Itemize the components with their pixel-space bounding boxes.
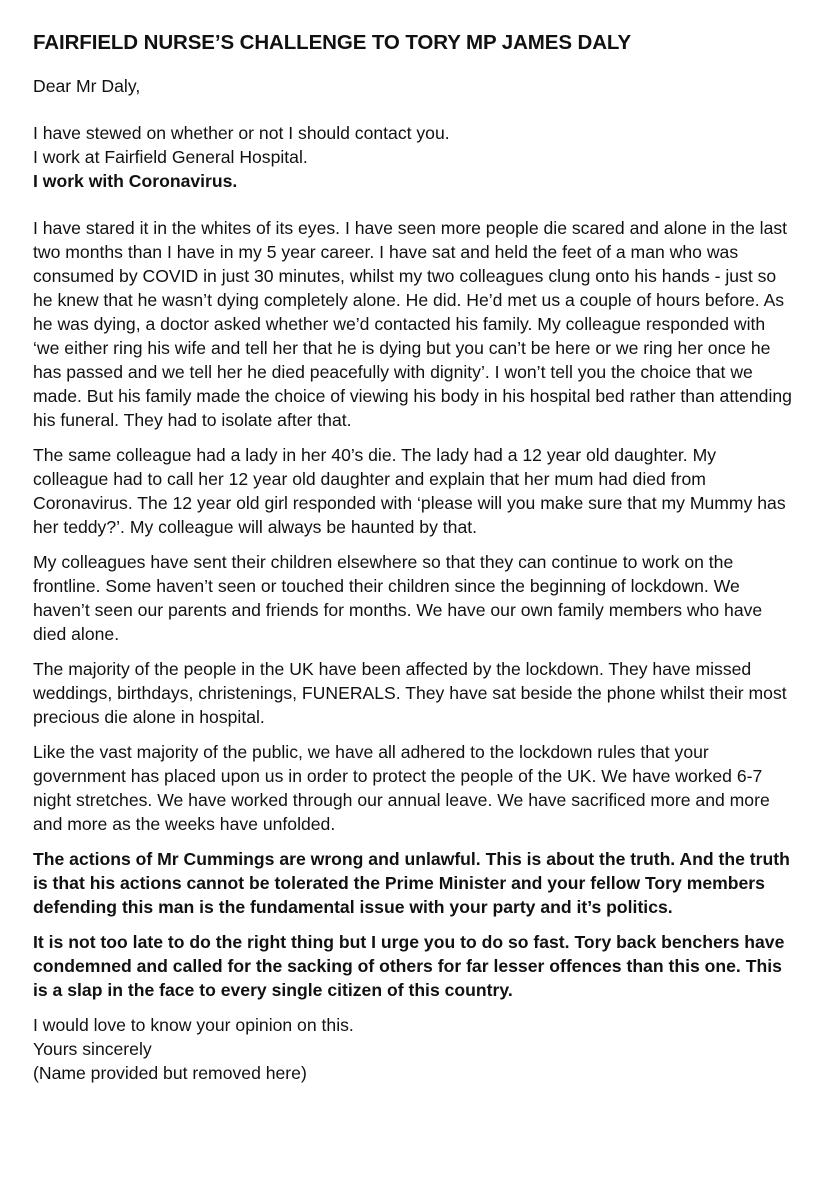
paragraph-5: Like the vast majority of the public, we have all adhered to the lockdown rules that your government has placed upon us in order to protect the people of the UK. We have worked 6-7 night stretches. We have worked through our annual leave. We have sacrificed more and more and more as the weeks have unfolded. [33, 742, 770, 834]
paragraph-2: The same colleague had a lady in her 40’s die. The lady had a 12 year old daughter. My colleague had to call her 12 year old daughter and explain that her mum had died from Coronavirus. The 12 year old girl responded with ‘please will you make sure that my Mummy has her teddy?’. My colleague will always be haunted by that. [33, 445, 786, 537]
paragraph-1: I have stared it in the whites of its eyes. I have seen more people die scared and alone in the last two months than I have in my 5 year career. I have sat and held the feet of a man who was consumed by COVID in just 30 minutes, whilst my two colleagues clung onto his hands - just so he knew that he wasn’t dying completely alone. He did. He’d met us a couple of hours before. As he was dying, a doctor asked whether we’d contacted his family. My colleague responded with ‘we either ring his wife and tell her that he is dying but you can’t be here or we ring her once he has passed and we tell her he died peacefully with dignity’. I won’t tell you the choice that we made. But his family made the choice of viewing his body in his hospital bed rather than attending his funeral. They had to isolate after that. [33, 218, 792, 430]
letter-title: FAIRFIELD NURSE’S CHALLENGE TO TORY MP JAMES DALY [33, 31, 632, 54]
letter-document [33, 30, 793, 1085]
intro-line-2: I work at Fairfield General Hospital. [33, 147, 308, 167]
intro-line-3: I work with Coronavirus. [33, 171, 238, 191]
paragraph-8: I would love to know your opinion on this. [33, 1015, 354, 1035]
paragraph-3: My colleagues have sent their children elsewhere so that they can continue to work on the frontline. Some haven’t seen or touched their children since the beginning of lockdown. We haven’t seen our parents and friends for months. We have our own family members who have died alone. [33, 552, 763, 644]
paragraph-4: The majority of the people in the UK have been affected by the lockdown. They have missed weddings, birthdays, christenings, FUNERALS. They have sat beside the phone whilst their most precious die alone in hospital. [33, 659, 787, 727]
paragraph-7: It is not too late to do the right thing but I urge you to do so fast. Tory back benchers have condemned and called for the sacking of others for far lesser offences than this one. This is a slap in the face to every single citizen of this country. [33, 932, 785, 1000]
closing: Yours sincerely [33, 1039, 152, 1059]
signature: (Name provided but removed here) [33, 1063, 307, 1083]
intro-block [33, 121, 793, 193]
salutation: Dear Mr Daly, [33, 76, 141, 96]
paragraph-6: The actions of Mr Cummings are wrong and unlawful. This is about the truth. And the truth is that his actions cannot be tolerated the Prime Minister and your fellow Tory members defending this man is the fundamental issue with your party and it’s politics. [33, 849, 790, 917]
intro-line-1: I have stewed on whether or not I should contact you. [33, 123, 450, 143]
